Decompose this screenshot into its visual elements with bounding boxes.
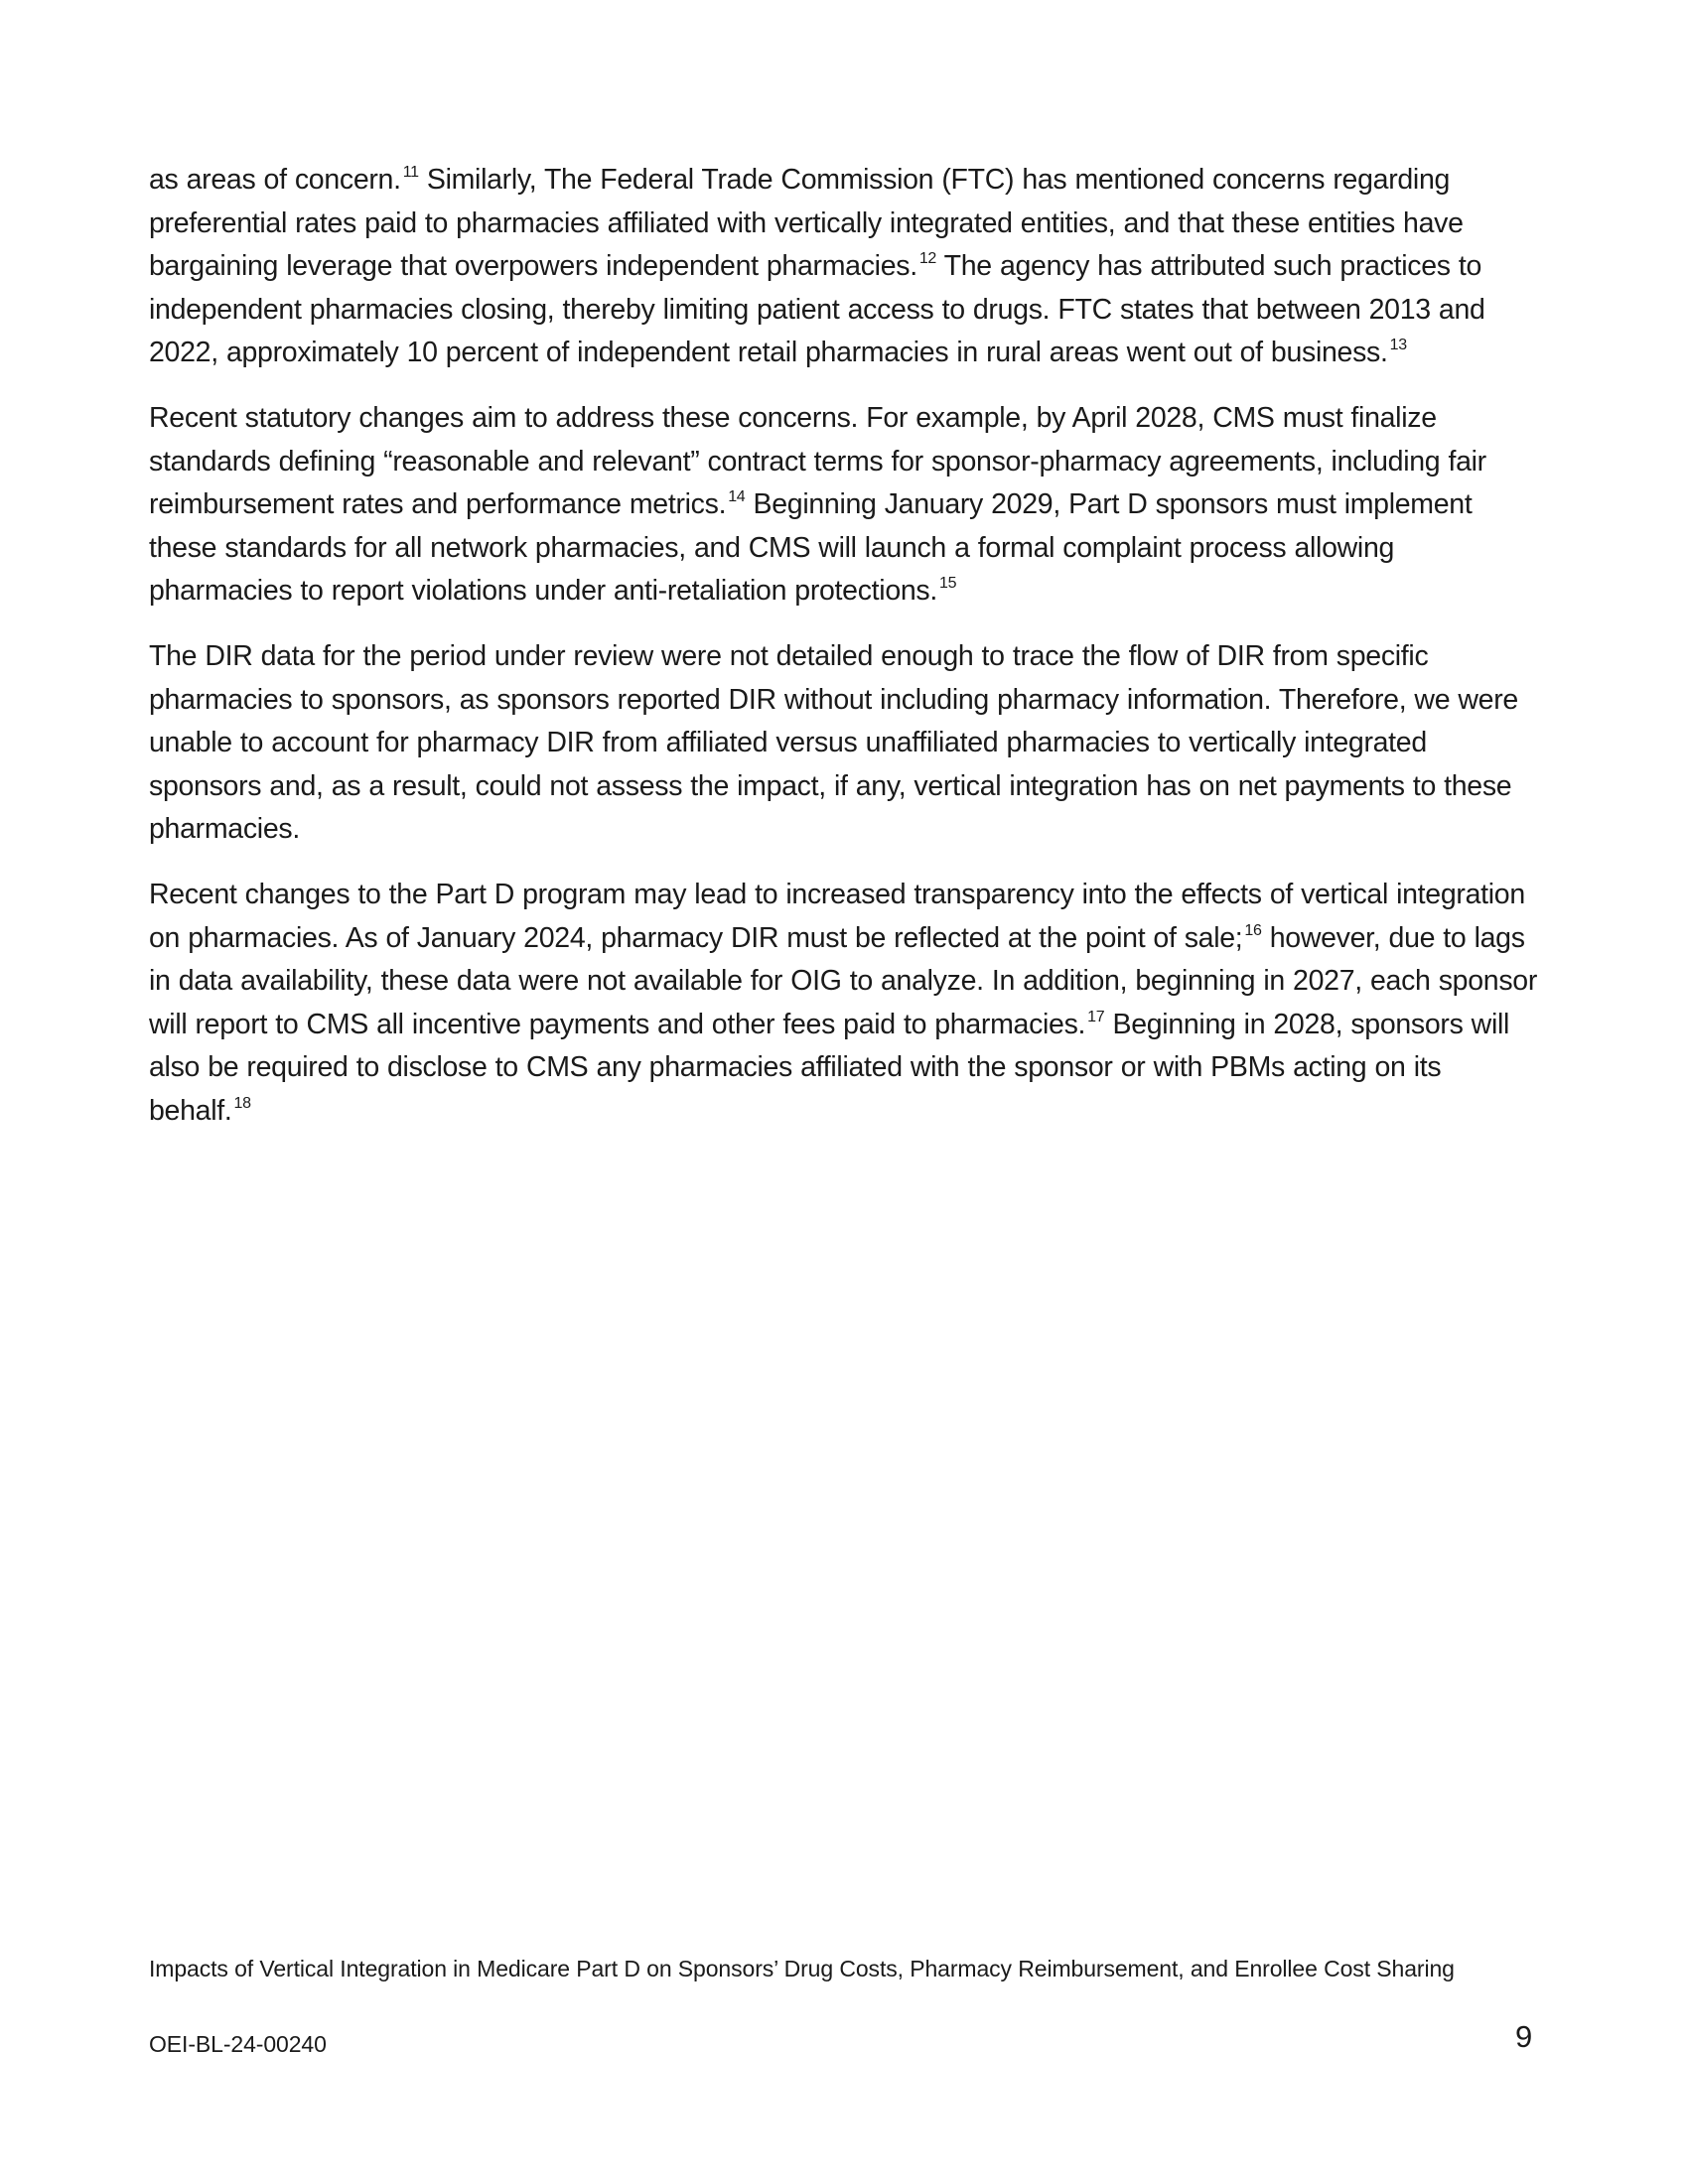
footnote-ref-13[interactable]: 13 <box>1389 337 1407 354</box>
paragraph-text: Similarly, The Federal Trade Commission (FTC) has mentioned concerns regarding preferential rates paid to pharmacies affiliated with vertically integrated entities, and that these entities have bargaining leverage that overpowers independent pharmacies. <box>149 164 1464 283</box>
paragraph-text: Recent statutory changes aim to address these concerns. For example, by April 2028, CMS must finalize standards defining “reasonable and relevant” contract terms for sponsor-pharmacy agreements, including fair reimbursement rates and performance metrics. <box>149 401 1486 521</box>
footnote-ref-15[interactable]: 15 <box>939 575 957 593</box>
page-number: 9 <box>1515 2019 1533 2054</box>
paragraph-4 <box>149 874 1539 1134</box>
footnote-ref-11[interactable]: 11 <box>402 164 419 181</box>
report-code: OEI-BL-24-00240 <box>149 2031 327 2057</box>
footnote-ref-16[interactable]: 16 <box>1244 921 1262 939</box>
footnote-ref-18[interactable]: 18 <box>233 1094 251 1112</box>
footnote-ref-14[interactable]: 14 <box>728 488 746 506</box>
footnote-ref-17[interactable]: 17 <box>1087 1008 1105 1025</box>
report-title: Impacts of Vertical Integration in Medicare Part D on Sponsors’ Drug Costs, Pharmacy Reimbursement, and Enrollee Cost Sharing <box>149 1956 1455 1981</box>
page-footer <box>149 1953 1539 2057</box>
paragraph-text: Beginning January 2029, Part D sponsors must implement these standards for all network pharmacies, and CMS will launch a formal complaint process allowing pharmacies to report violations under anti-retaliation protections. <box>149 488 1473 608</box>
paragraph-text: The DIR data for the period under review were not detailed enough to trace the flow of DIR from specific pharmacies to sponsors, as sponsors reported DIR without including pharmacy information. Therefore, we were unable to account for pharmacy DIR from affiliated versus unaffiliated pharmacies to vertically integrated sponsors and, as a result, could not assess the impact, if any, vertical integration has on net payments to these pharmacies. <box>149 639 1518 846</box>
body-text <box>149 159 1539 1155</box>
paragraph-1 <box>149 159 1539 375</box>
paragraph-text: as areas of concern. <box>149 164 401 196</box>
paragraph-2 <box>149 397 1539 614</box>
paragraph-text: Beginning in 2028, sponsors will also be required to disclose to CMS any pharmacies affiliated with the sponsor or with PBMs acting on its behalf. <box>149 1008 1510 1127</box>
paragraph-text: The agency has attributed such practices to independent pharmacies closing, thereby limiting patient access to drugs. FTC states that between 2013 and 2022, approximately 10 percent of independent retail pharmacies in rural areas went out of business. <box>149 250 1485 369</box>
paragraph-text: Recent changes to the Part D program may lead to increased transparency into the effects of vertical integration on pharmacies. As of January 2024, pharmacy DIR must be reflected at the point of sale; <box>149 878 1525 954</box>
footnote-ref-12[interactable]: 12 <box>918 250 937 268</box>
paragraph-3 <box>149 635 1539 852</box>
paragraph-text: however, due to lags in data availability, these data were not available for OIG to analyze. In addition, beginning in 2027, each sponsor will report to CMS all incentive payments and other fees paid to pharmacies. <box>149 921 1538 1040</box>
